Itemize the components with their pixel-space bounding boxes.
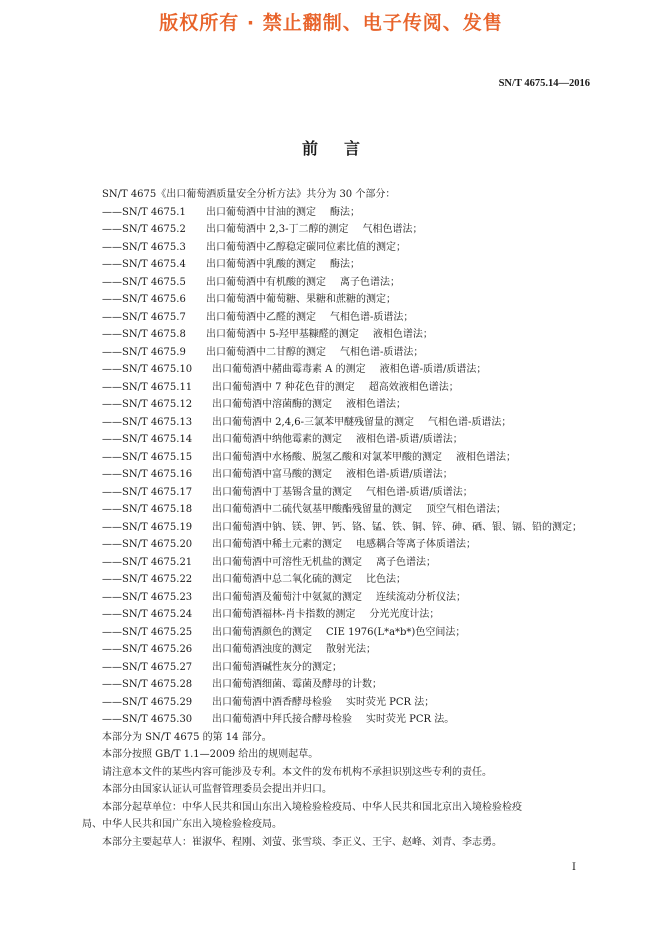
part-code: ——SN/T 4675.6 xyxy=(102,294,186,305)
part-name: 出口葡萄酒中有机酸的测定 xyxy=(206,276,326,288)
part-code: ——SN/T 4675.12 xyxy=(102,399,193,410)
standard-code: SN/T 4675.14—2016 xyxy=(498,78,590,89)
part-code: ——SN/T 4675.16 xyxy=(102,469,193,480)
part-code: ——SN/T 4675.4 xyxy=(102,259,186,270)
drafting-units-line-2: 局、中华人民共和国广东出入境检验检疫局。 xyxy=(82,819,282,830)
part-method: 气相色谱-质谱/质谱法； xyxy=(366,486,473,498)
part-list-item xyxy=(82,501,592,519)
part-method: 液相色谱-质谱/质谱法； xyxy=(356,434,463,445)
intro-paragraph: SN/T 4675《出口葡萄酒质量安全分析方法》共分为 30 个部分： xyxy=(102,189,396,200)
part-list-item xyxy=(82,571,592,589)
part-name: 出口葡萄酒中 7 种花色苷的测定 xyxy=(212,381,355,393)
part-method: 液相色谱法； xyxy=(456,451,516,463)
page-number: I xyxy=(572,862,576,873)
part-method: 散射光法； xyxy=(326,644,376,655)
part-list-item xyxy=(82,221,592,239)
part-list-item xyxy=(82,711,592,729)
part-method: 酶法； xyxy=(330,206,360,218)
page-title: 前言 xyxy=(301,139,386,158)
part-name: 出口葡萄酒中甘油的测定 xyxy=(206,206,316,218)
part-code: ——SN/T 4675.29 xyxy=(102,696,193,708)
part-name: 出口葡萄酒中赭曲霉毒素 A 的测定 xyxy=(212,364,366,375)
part-name: 出口葡萄酒中 2,3-丁二醇的测定 xyxy=(206,224,349,235)
part-list-item xyxy=(82,466,592,484)
part-code: ——SN/T 4675.21 xyxy=(102,556,193,568)
part-list-item xyxy=(82,431,592,449)
part-method: 连续流动分析仪法； xyxy=(376,591,466,603)
part-code: ——SN/T 4675.2 xyxy=(102,224,186,235)
part-code: ——SN/T 4675.26 xyxy=(102,644,193,655)
part-name: 出口葡萄酒中 5-羟甲基糠醛的测定 xyxy=(206,329,359,340)
document-body xyxy=(82,186,592,851)
part-name: 出口葡萄酒中富马酸的测定 xyxy=(212,469,332,480)
part-name: 出口葡萄酒中拜氏接合酵母检验 xyxy=(212,714,352,725)
part-name: 出口葡萄酒中溶菌酶的测定 xyxy=(212,399,332,410)
part-method: 实时荧光 PCR 法。 xyxy=(366,714,455,725)
part-list-item xyxy=(82,361,592,379)
part-method: 液相色谱法； xyxy=(346,399,406,410)
part-code: ——SN/T 4675.18 xyxy=(102,504,193,515)
part-code: ——SN/T 4675.8 xyxy=(102,329,186,340)
part-code: ——SN/T 4675.11 xyxy=(102,381,193,393)
part-code: ——SN/T 4675.20 xyxy=(102,539,193,550)
part-code: ——SN/T 4675.3 xyxy=(102,241,186,253)
part-method: 气相色谱-质谱法； xyxy=(428,416,512,428)
part-method: 气相色谱-质谱法； xyxy=(340,346,424,358)
body-paragraph: 请注意本文件的某些内容可能涉及专利。本文件的发布机构不承担识别这些专利的责任。 xyxy=(102,766,492,778)
part-list-item xyxy=(82,676,592,694)
part-list-item xyxy=(82,589,592,607)
part-code: ——SN/T 4675.19 xyxy=(102,521,193,533)
part-list-item xyxy=(82,291,592,309)
part-method: 气相色谱法； xyxy=(362,224,423,235)
part-list-item xyxy=(82,274,592,292)
body-paragraph: 本部分为 SN/T 4675 的第 14 部分。 xyxy=(102,731,272,743)
part-method: 离子色谱法； xyxy=(340,276,400,288)
drafting-units-line-1: 本部分起草单位：中华人民共和国山东出入境检验检疫局、中华人民共和国北京出入境检验检疫 xyxy=(102,801,522,813)
part-list-item xyxy=(82,554,592,572)
part-list-item xyxy=(82,484,592,502)
part-code: ——SN/T 4675.5 xyxy=(102,276,186,288)
parts-list xyxy=(82,204,592,729)
part-list-item xyxy=(82,624,592,642)
part-method: 顶空气相色谱法； xyxy=(426,504,506,515)
part-code: ——SN/T 4675.9 xyxy=(102,346,186,358)
part-list-item xyxy=(82,414,592,432)
body-paragraph: 本部分由国家认证认可监督管理委员会提出并归口。 xyxy=(102,784,332,795)
body-paragraph: 本部分按照 GB/T 1.1—2009 给出的规则起草。 xyxy=(102,749,319,760)
part-list-item xyxy=(82,694,592,712)
part-name: 出口葡萄酒中酒香酵母检验 xyxy=(212,696,332,708)
part-list-item xyxy=(82,309,592,327)
part-code: ——SN/T 4675.22 xyxy=(102,574,193,585)
part-name: 出口葡萄酒中乙醇稳定碳同位素比值的测定； xyxy=(206,241,406,253)
part-list-item xyxy=(82,326,592,344)
part-name: 出口葡萄酒中乙醛的测定 xyxy=(206,311,316,323)
part-name: 出口葡萄酒中水杨酸、脱氢乙酸和对氯苯甲酸的测定 xyxy=(212,451,442,463)
paragraph-block xyxy=(82,729,592,799)
part-name: 出口葡萄酒中钠、镁、钾、钙、铬、锰、铁、铜、锌、砷、硒、银、镉、铅的测定； xyxy=(212,521,582,533)
part-name: 出口葡萄酒碱性灰分的测定； xyxy=(212,661,342,673)
part-code: ——SN/T 4675.25 xyxy=(102,626,193,638)
part-name: 出口葡萄酒细菌、霉菌及酵母的计数； xyxy=(212,679,382,690)
copyright-watermark: 版权所有 · 禁止翻制、电子传阅、发售 xyxy=(159,12,503,34)
part-list-item xyxy=(82,659,592,677)
part-list-item xyxy=(82,536,592,554)
part-name: 出口葡萄酒福林-肖卡指数的测定 xyxy=(212,609,356,620)
part-code: ——SN/T 4675.1 xyxy=(102,206,186,218)
part-name: 出口葡萄酒中可溶性无机盐的测定 xyxy=(212,556,362,568)
part-list-item xyxy=(82,641,592,659)
part-code: ——SN/T 4675.24 xyxy=(102,609,193,620)
part-name: 出口葡萄酒中葡萄糖、果糖和蔗糖的测定； xyxy=(206,294,396,305)
part-code: ——SN/T 4675.27 xyxy=(102,661,193,673)
part-code: ——SN/T 4675.10 xyxy=(102,364,193,375)
drafting-units-paragraph xyxy=(82,799,592,817)
part-name: 出口葡萄酒及葡萄汁中氨氮的测定 xyxy=(212,591,362,603)
part-name: 出口葡萄酒颜色的测定 xyxy=(212,626,312,638)
part-list-item xyxy=(82,256,592,274)
part-code: ——SN/T 4675.30 xyxy=(102,714,193,725)
drafting-units-line-2-wrap xyxy=(82,816,592,834)
part-name: 出口葡萄酒中稀土元素的测定 xyxy=(212,539,342,550)
part-name: 出口葡萄酒中乳酸的测定 xyxy=(206,259,316,270)
part-code: ——SN/T 4675.28 xyxy=(102,679,193,690)
part-list-item xyxy=(82,344,592,362)
part-list-item xyxy=(82,204,592,222)
part-method: 实时荧光 PCR 法； xyxy=(346,696,435,708)
part-method: 酶法； xyxy=(330,259,360,270)
part-method: 液相色谱-质谱/质谱法； xyxy=(379,364,487,375)
part-code: ——SN/T 4675.7 xyxy=(102,311,186,323)
part-name: 出口葡萄酒中 2,4,6-三氯苯甲醚残留量的测定 xyxy=(212,416,415,428)
part-name: 出口葡萄酒浊度的测定 xyxy=(212,644,312,655)
part-method: 电感耦合等离子体质谱法； xyxy=(356,539,476,550)
part-list-item xyxy=(82,396,592,414)
part-name: 出口葡萄酒中二甘醇的测定 xyxy=(206,346,326,358)
part-code: ——SN/T 4675.23 xyxy=(102,591,193,603)
part-name: 出口葡萄酒中二硫代氨基甲酸酯残留量的测定 xyxy=(212,504,412,515)
part-code: ——SN/T 4675.17 xyxy=(102,486,193,498)
drafters-paragraph: 本部分主要起草人：崔淑华、程刚、刘萤、张雪琰、李正义、王宇、赵峰、刘青、李志勇。 xyxy=(102,836,502,848)
part-code: ——SN/T 4675.13 xyxy=(102,416,193,428)
part-list-item xyxy=(82,379,592,397)
part-list-item xyxy=(82,606,592,624)
part-method: 液相色谱-质谱/质谱法； xyxy=(346,469,453,480)
part-list-item xyxy=(82,519,592,537)
part-code: ——SN/T 4675.15 xyxy=(102,451,193,463)
part-method: 比色法； xyxy=(366,574,406,585)
part-method: 超高效液相色谱法； xyxy=(368,381,459,393)
part-name: 出口葡萄酒中纳他霉素的测定 xyxy=(212,434,342,445)
part-list-item xyxy=(82,449,592,467)
part-method: 分光光度计法； xyxy=(369,609,440,620)
part-method: 离子色谱法； xyxy=(376,556,436,568)
part-method: CIE 1976(L*a*b*)色空间法； xyxy=(326,626,466,638)
part-name: 出口葡萄酒中丁基锡含量的测定 xyxy=(212,486,352,498)
part-method: 液相色谱法； xyxy=(372,329,433,340)
part-name: 出口葡萄酒中总二氧化硫的测定 xyxy=(212,574,352,585)
part-method: 气相色谱-质谱法； xyxy=(330,311,414,323)
part-code: ——SN/T 4675.14 xyxy=(102,434,193,445)
part-list-item xyxy=(82,239,592,257)
